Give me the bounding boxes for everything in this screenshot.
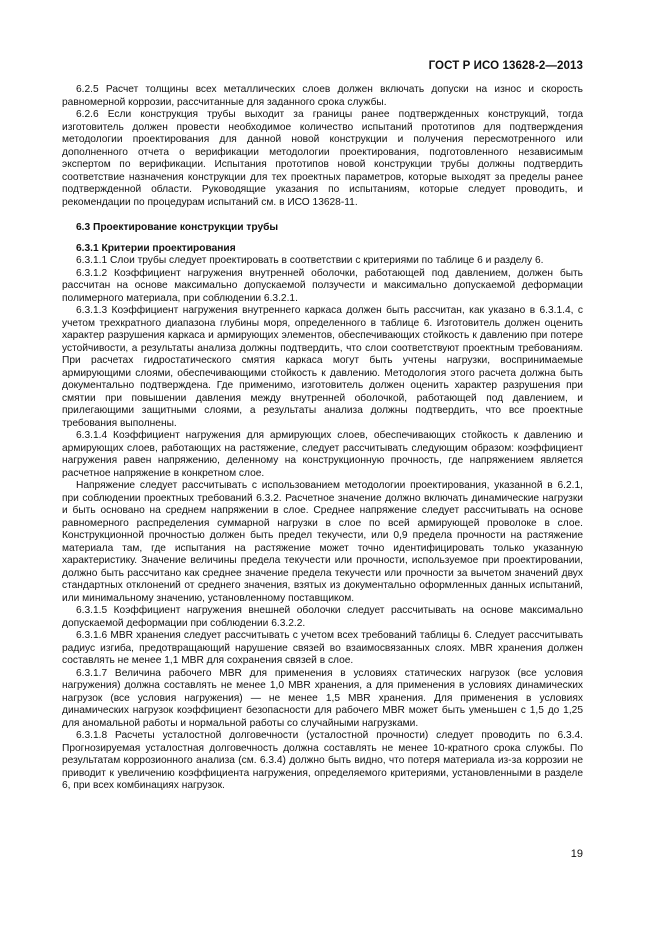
paragraph-6-3-1-6: 6.3.1.6 MBR хранения следует рассчитывать с учетом всех требований таблицы 6. Следует рассчитывать радиус изгиба, предотвращающий нарушение связей во взаимосвязанных слоях. MBR хранения должен составлять не менее 1,1 MBR для сохранения связей в слое. [62,630,583,666]
paragraph-6-3-1-2: 6.3.1.2 Коэффициент нагружения внутренней оболочки, работающей под давлением, должен быть рассчитан на основе максимально допускаемой ползучести и максимально допускаемой деформации полимерного материала, при соблюдении 6.3.2.1. [62,267,583,304]
paragraph-6-3-1-3: 6.3.1.3 Коэффициент нагружения внутреннего каркаса должен быть рассчитан, как указано в 6.3.1.4, с учетом трехкратного диапазона глубины моря, определенного в таблице 6. Изготовитель должен оценить характер разрушения каркаса и армирующих элементов, обеспечивающих стойкость к давлению при потере устойчивости, а результаты анализа должны подтвердить, что слои соответствуют проектным требованиям. При расчетах гидростатического смятия каркаса могут быть учтены нагрузки, воспринимаемые армирующими слоями, обеспечивающими стойкость к давлению. Методология этого расчета должна быть документально подтверждена. Где применимо, изготовитель должен оценить характер разрушения при смятии при повышении давления между внутренней оболочкой, работающей под давлением, и прилегающими защитными слоями, а результаты анализа должны подтвердить, что все проектные требования выполнены. [62,305,583,429]
paragraph-6-2-6: 6.2.6 Если конструкция трубы выходит за границы ранее подтвержденных конструкций, тогда изготовитель должен провести необходимое количество испытаний прототипов для подтверждения методологии проектирования для данной новой конструкции и получения пересмотренного или дополненного отчета о верификации методологии проектирования, подготовленного независимым экспертом по верификации. Испытания прототипов новой конструкции трубы должны подтвердить соответствие назначения конструкции для тех проектных параметров, которые выходят за пределы ранее подтвержденной области. Руководящие указания по испытаниям, которые следует проводить, и рекомендации по процедурам испытаний см. в ИСО 13628-11. [62,109,583,208]
subsection-heading-6-3-1: 6.3.1 Критерии проектирования [76,242,236,254]
document-id-header: ГОСТ Р ИСО 13628-2—2013 [428,60,583,72]
paragraph-6-3-1-1: 6.3.1.1 Слои трубы следует проектировать в соответствии с критериями по таблице 6 и разделу 6. [76,255,544,266]
paragraph-6-3-1-4: 6.3.1.4 Коэффициент нагружения для армирующих слоев, обеспечивающих стойкость к давлению и армирующих слоев, работающих на растяжение, следует рассчитывать следующим образом: коэффициент нагружения равен напряжению, деленному на конструкционную прочность, где напряжением является расчетное напряжение в конкретном слое. [62,430,583,479]
paragraph-6-3-1-5: 6.3.1.5 Коэффициент нагружения внешней оболочки следует рассчитывать на основе максимально допускаемой деформации при соблюдении 6.3.2.2. [62,605,583,629]
page-body [62,84,583,793]
section-heading-6-3: 6.3 Проектирование конструкции трубы [76,222,279,233]
paragraph-stress-calculation: Напряжение следует рассчитывать с использованием методологии проектирования, указанной в 6.2.1, при соблюдении проектных требований 6.3.2. Расчетное значение должно включать динамические нагрузки и быть основано на среднем напряжении в слое. Среднее напряжение следует рассчитывать на основе равномерного распределения суммарной нагрузки в слое по всей армирующей проволоке в слое. Конструкционной прочностью должен быть предел текучести, или 0,9 предела прочности на растяжение материала там, где испытания на растяжение может точно идентифицировать только указанную характеристику. Значение величины предела текучести или прочности, используемое при проектировании, должно быть рассчитано как среднее значение предела текучести или прочности за вычетом значений двух стандартных отклонений от среднего значения, взятых из документально оформленных данных испытаний, или минимальному значению, установленному поставщиком. [62,480,583,604]
paragraph-6-3-1-8: 6.3.1.8 Расчеты усталостной долговечности (усталостной прочности) следует проводить по 6.3.4. Прогнозируемая усталостная долговечность должна составлять не менее 10-кратного срока службы. По результатам коррозионного анализа (см. 6.3.4) должно быть видно, что потеря материала из-за коррозии не приводит к увеличению коэффициента нагружения, определяемого критериями, установленными в разделе 6, при всех комбинациях нагрузок. [62,730,583,791]
page-number: 19 [570,848,583,860]
paragraph-6-2-5: 6.2.5 Расчет толщины всех металлических слоев должен включать допуски на износ и скорость равномерной коррозии, рассчитанные для заданного срока службы. [62,84,583,108]
paragraph-6-3-1-7: 6.3.1.7 Величина рабочего MBR для применения в условиях статических нагрузок (все условия нагружения) должна составлять не менее 1,0 MBR хранения, а для применения в условиях динамических нагрузок (все условия нагружения) — не менее 1,5 MBR хранения. Для применения в условиях динамических нагрузок коэффициент безопасности для рабочего MBR может быть уменьшен с 1,5 до 1,25 для аномальной работы и нормальной работы со случайными нагрузками. [62,667,583,729]
